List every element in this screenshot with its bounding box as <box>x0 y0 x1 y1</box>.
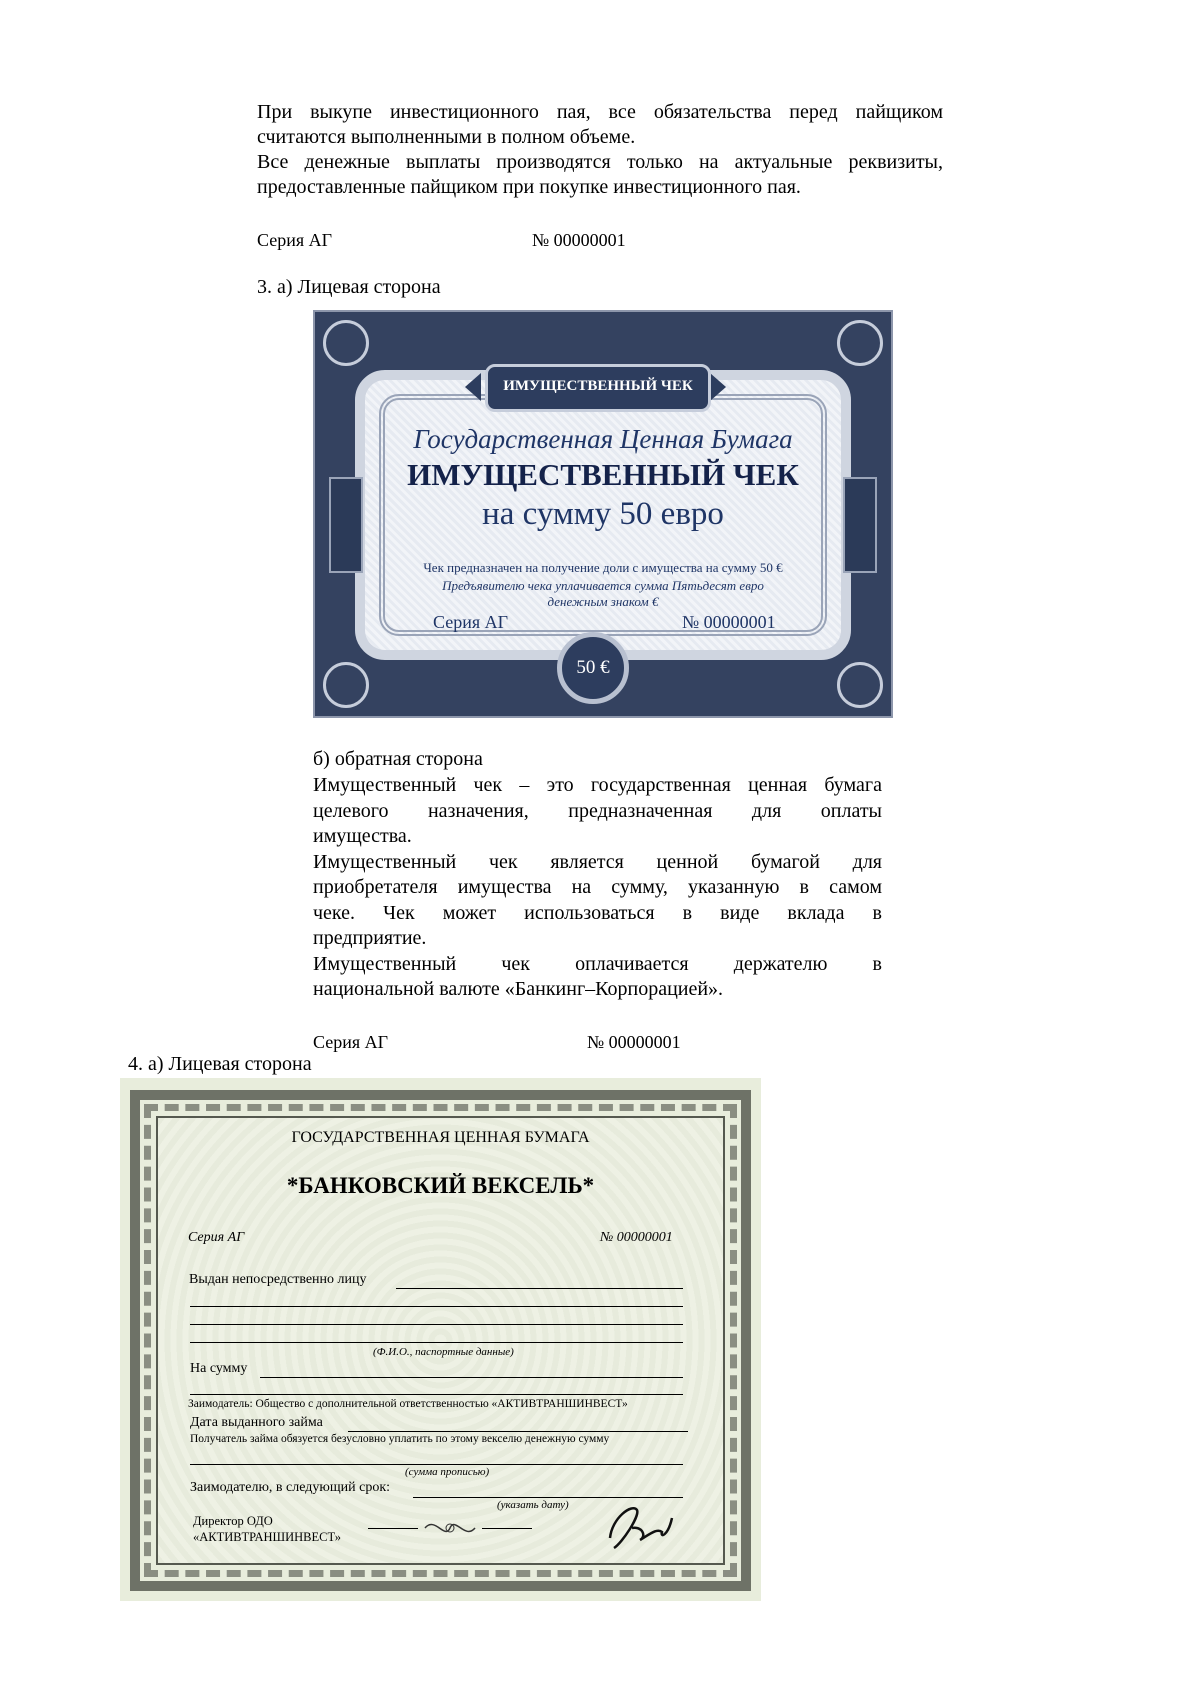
section3-front-heading: 3. а) Лицевая сторона <box>257 276 441 298</box>
bank-bill-image <box>120 1078 761 1601</box>
amount-line <box>260 1377 683 1378</box>
cheque-title-2: ИМУЩЕСТВЕННЫЙ ЧЕК <box>407 457 799 492</box>
bill-title: *БАНКОВСКИЙ ВЕКСЕЛЬ* <box>286 1173 595 1198</box>
back-line: чеке. Чек может использоваться в виде вклада в <box>313 901 882 924</box>
intro-paragraph-2: Все денежные выплаты производятся только на актуальные реквизиты, предоставленные пайщиком при покупке инвестиционного пая. <box>257 151 943 198</box>
bill-series: Серия АГ <box>188 1230 245 1245</box>
amount-line-2 <box>190 1394 683 1395</box>
borrower-text: Заимодатель: Общество с дополнительной ответственностью «АКТИВТРАНШИНВЕСТ» <box>188 1398 628 1410</box>
back-line: приобретателя имущества на сумму, указанную в самом <box>313 876 882 898</box>
director-line-2: «АКТИВТРАНШИНВЕСТ» <box>193 1530 342 1544</box>
ornament-corner <box>837 662 883 708</box>
bill-number: № 00000001 <box>600 1230 673 1245</box>
back-line: национальной валюте «Банкинг–Корпорацией». <box>313 978 724 1000</box>
cheque-seal: 50 € <box>557 632 629 704</box>
banner-arrow-right-icon <box>710 373 726 401</box>
cheque-line-3: денежным знаком € <box>547 594 659 609</box>
cheque-title-3: на сумму 50 евро <box>482 496 724 532</box>
amount-words-line <box>190 1464 683 1465</box>
property-cheque-image <box>313 310 893 718</box>
back-line: Имущественный чек оплачивается держателю в <box>313 952 882 975</box>
banner-arrow-left-icon <box>465 373 481 401</box>
bill-header: ГОСУДАРСТВЕННАЯ ЦЕННАЯ БУМАГА <box>291 1129 590 1146</box>
ornament-corner <box>837 320 883 366</box>
amount-label: На сумму <box>190 1361 248 1376</box>
cheque-series: Серия АГ <box>433 612 509 632</box>
issued-to-line <box>396 1288 683 1289</box>
signature-line-right <box>482 1528 532 1529</box>
cheque-number: № 00000001 <box>682 612 776 632</box>
back-line: Имущественный чек – это государственная ценная бумага <box>313 774 882 796</box>
signature-line-left <box>368 1528 418 1529</box>
ornament-corner <box>323 320 369 366</box>
obligation-text: Получатель займа обязуется безусловно уплатить по этому векселю денежную сумму <box>190 1433 610 1445</box>
intro-series: Серия АГ <box>257 230 333 250</box>
director-line-1: Директор ОДО <box>193 1514 273 1528</box>
back-side-text <box>313 773 882 1003</box>
back-line: имущества. <box>313 825 412 847</box>
ornament-icon <box>420 1516 480 1540</box>
intro-number: № 00000001 <box>532 230 626 250</box>
signature-icon <box>602 1498 682 1553</box>
cheque-banner: ИМУЩЕСТВЕННЫЙ ЧЕК <box>485 364 711 412</box>
section3-back-heading: б) обратная сторона <box>313 748 483 770</box>
loan-date-line <box>348 1431 688 1432</box>
back-line: Имущественный чек является ценной бумагой для <box>313 850 882 873</box>
issued-to-line-2 <box>190 1306 683 1307</box>
issued-to-label: Выдан непосредственно лицу <box>189 1272 367 1287</box>
issued-to-line-3 <box>190 1324 683 1325</box>
ornament-corner <box>323 662 369 708</box>
date-hint: (указать дату) <box>497 1499 569 1511</box>
loan-date-label: Дата выданного займа <box>190 1415 323 1430</box>
back-number: № 00000001 <box>587 1032 681 1052</box>
back-line: предприятие. <box>313 927 427 949</box>
back-line: целевого назначения, предназначенная для оплаты <box>313 799 882 822</box>
intro-paragraph-1: При выкупе инвестиционного пая, все обязательства перед пайщиком считаются выполненными в полном объеме. <box>257 101 943 148</box>
fio-hint: (Ф.И.О., паспортные данные) <box>373 1346 514 1358</box>
term-label: Заимодателю, в следующий срок: <box>190 1480 391 1495</box>
cheque-title-1: Государственная Ценная Бумага <box>413 424 793 454</box>
section4-front-heading: 4. а) Лицевая сторона <box>128 1053 312 1075</box>
cheque-line-2: Предъявителю чека уплачивается сумма Пятьдесят евро <box>442 578 764 593</box>
back-series: Серия АГ <box>313 1032 389 1052</box>
issued-to-line-4 <box>190 1342 683 1343</box>
amount-words-hint: (сумма прописью) <box>405 1466 490 1478</box>
cheque-line-1: Чек предназначен на получение доли с имущества на сумму 50 € <box>423 560 783 575</box>
intro-text <box>257 100 943 200</box>
